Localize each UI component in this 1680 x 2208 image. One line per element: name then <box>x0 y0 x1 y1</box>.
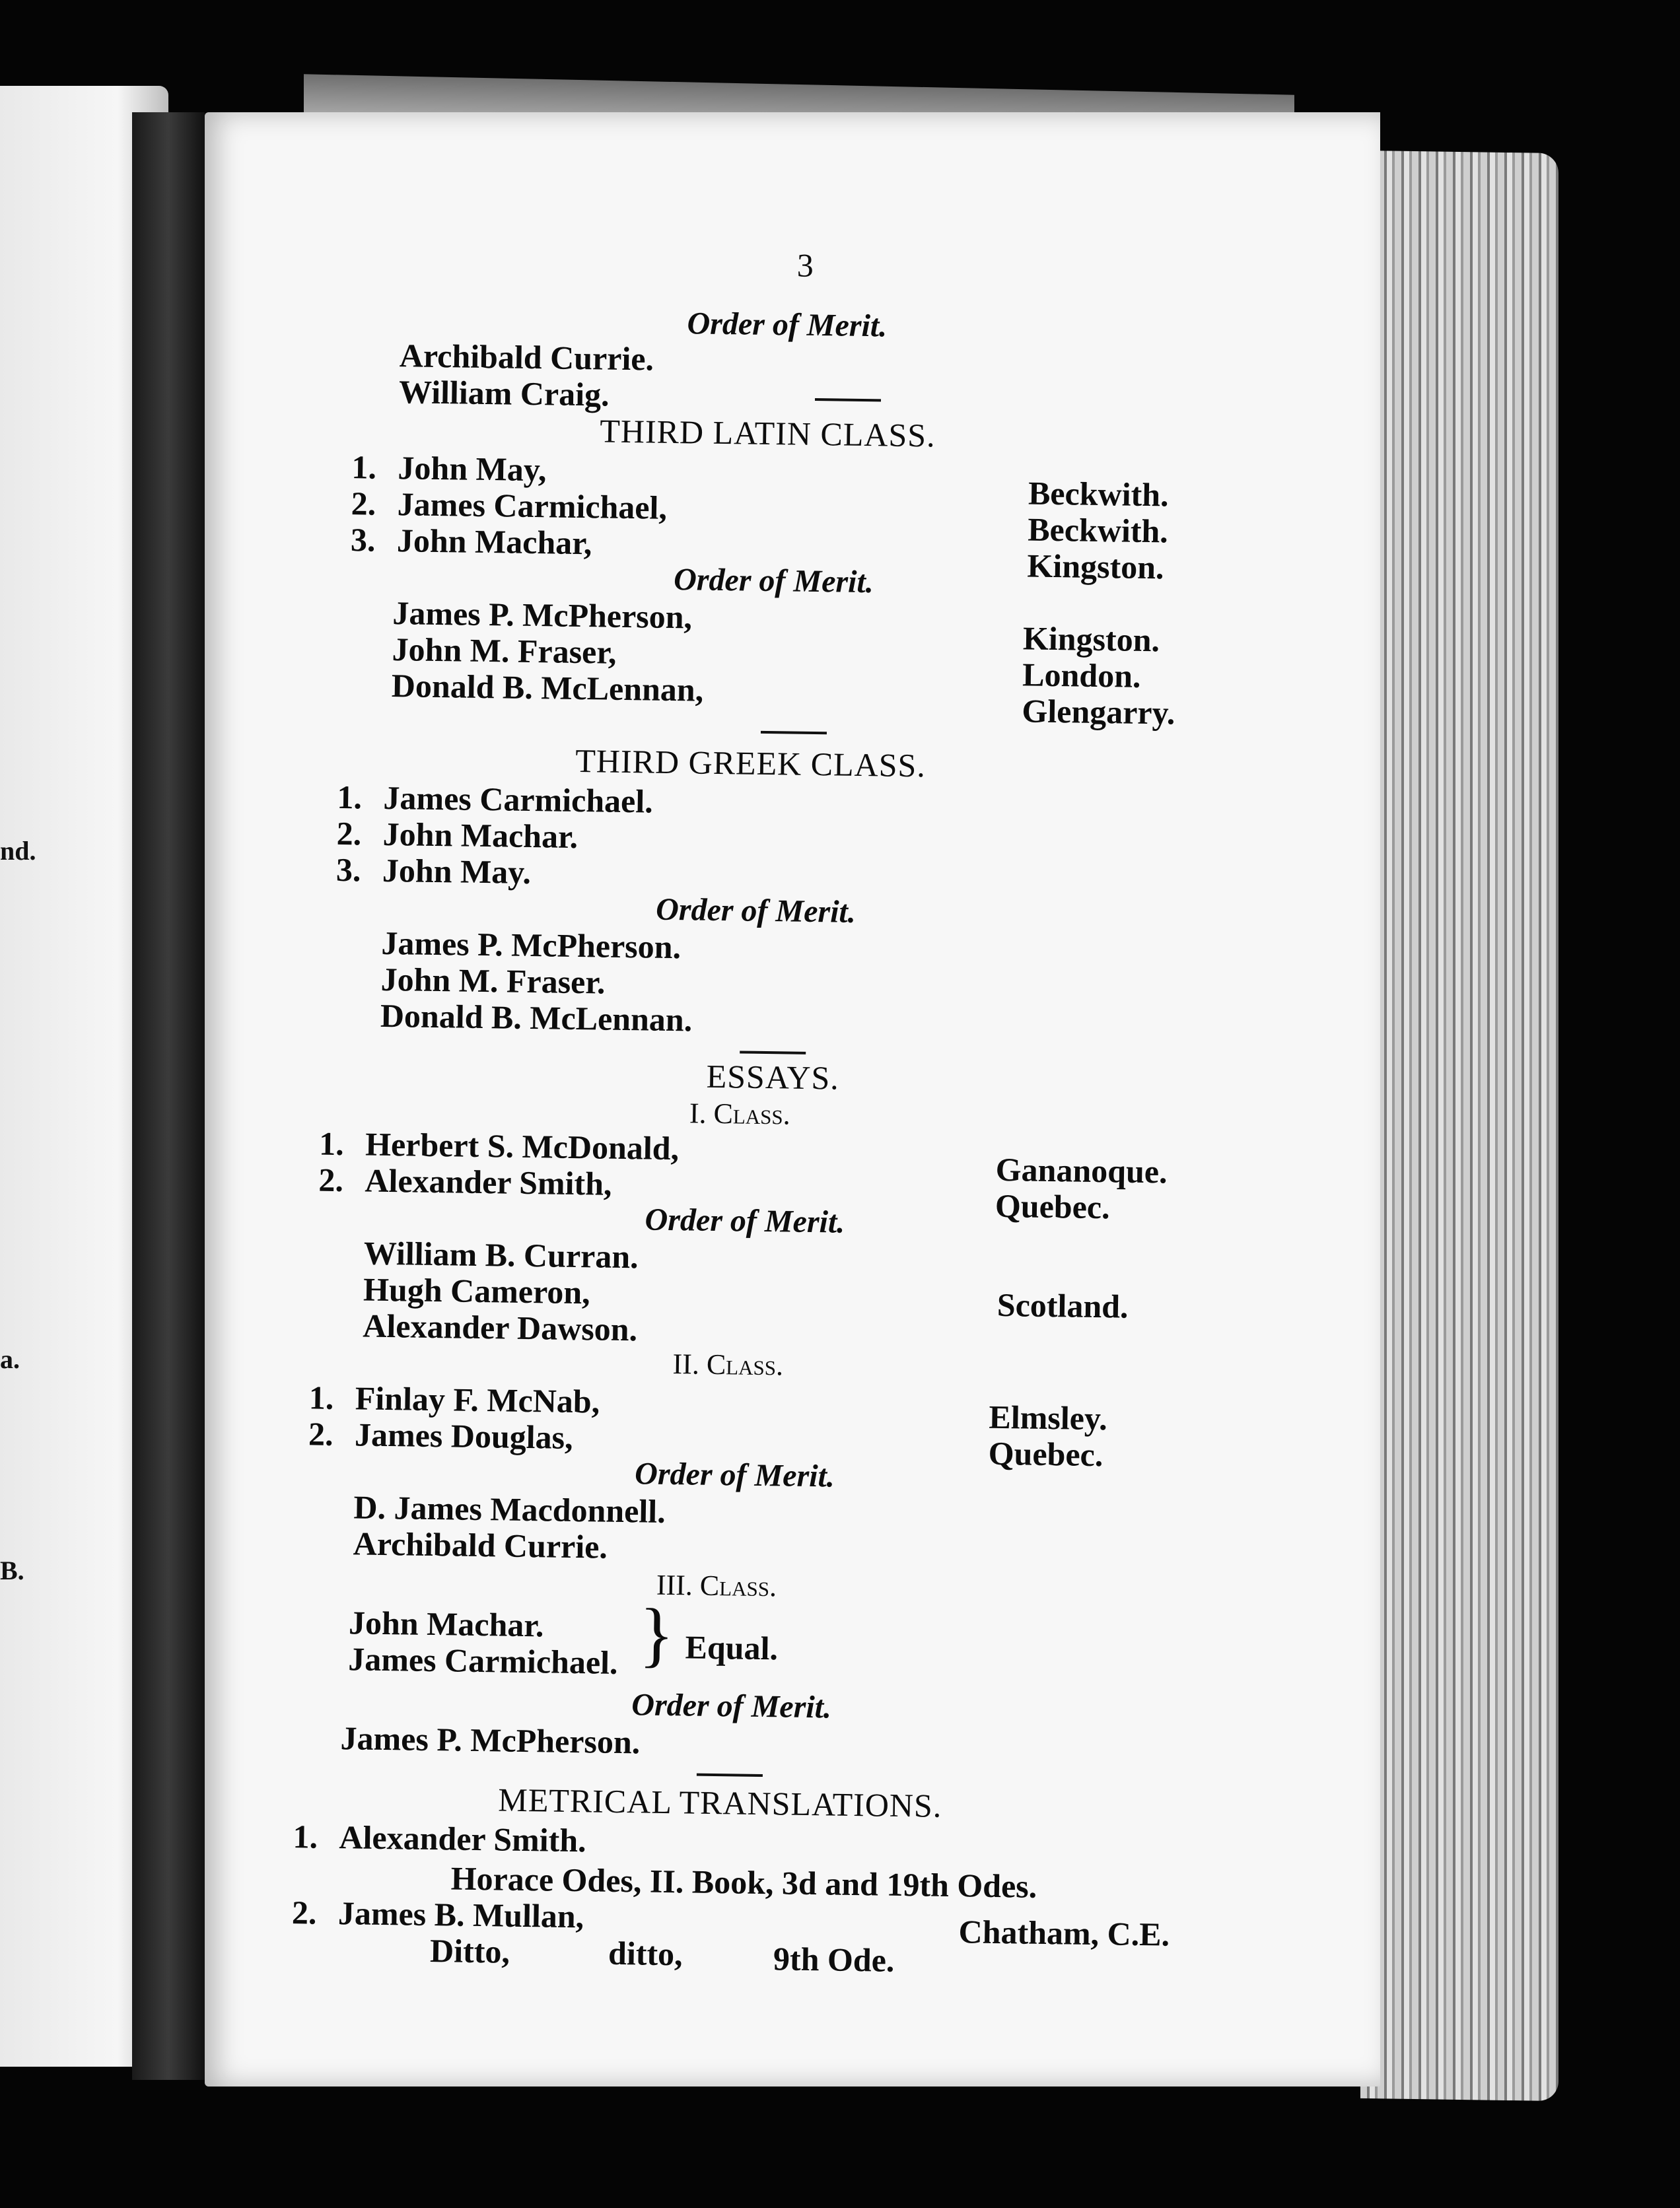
ranked-name: James Carmichael. <box>383 778 654 820</box>
ranked-name: Finlay F. McNab, <box>355 1379 600 1420</box>
rank-number: 2. <box>336 814 362 852</box>
section-title-essays: ESSAYS. <box>706 1057 840 1097</box>
ranked-name: John Machar. <box>382 815 578 855</box>
place-name: Chatham, C.E. <box>958 1913 1170 1953</box>
section-rule <box>761 731 827 734</box>
rank-number: 1. <box>337 778 363 816</box>
section-title-metrical: METRICAL TRANSLATIONS. <box>497 1781 942 1824</box>
merit-name: John M. Fraser, <box>392 631 617 671</box>
facing-page-fragment: B. <box>0 1556 24 1585</box>
rank-number: 2. <box>291 1894 317 1931</box>
equal-name: John Machar. <box>348 1604 544 1644</box>
order-of-merit-label: Order of Merit. <box>687 306 888 344</box>
ranked-name: John May, <box>398 449 547 489</box>
facing-page-fragment: nd. <box>0 836 36 866</box>
section-rule <box>740 1051 806 1054</box>
rank-number: 2. <box>308 1415 333 1453</box>
section-title-third-latin: THIRD LATIN CLASS. <box>599 412 936 454</box>
section-rule <box>815 398 881 401</box>
place-name: Quebec. <box>988 1434 1103 1474</box>
merit-name: James P. McPherson. <box>340 1719 641 1761</box>
section-title-third-greek: THIRD GREEK CLASS. <box>575 742 927 784</box>
place-name: Elmsley. <box>989 1398 1108 1437</box>
equal-label: Equal. <box>685 1628 779 1667</box>
merit-name: Hugh Cameron, <box>363 1270 591 1311</box>
rank-number: 2. <box>351 485 376 522</box>
merit-name: Donald B. McLennan, <box>391 667 704 708</box>
facing-page-fragment: a. <box>0 1344 20 1374</box>
ranked-name: James Douglas, <box>354 1416 574 1456</box>
brace-symbol: } <box>639 1593 675 1675</box>
place-name: Glengarry. <box>1022 692 1175 732</box>
merit-name: D. James Macdonnell. <box>353 1488 666 1530</box>
rank-number: 1. <box>351 448 377 486</box>
class-label: I. Class. <box>689 1097 791 1131</box>
rank-number: 1. <box>318 1124 345 1163</box>
page-edges <box>1360 151 1558 2101</box>
place-name: Quebec. <box>995 1187 1110 1226</box>
place-name: Kingston. <box>1027 547 1164 586</box>
translation-detail: 9th Ode. <box>773 1940 895 1979</box>
equal-name: James Carmichael. <box>347 1640 618 1681</box>
merit-name: William B. Curran. <box>363 1234 639 1276</box>
merit-name: James P. McPherson, <box>392 594 693 636</box>
page-number: 3 <box>796 246 815 284</box>
merit-name: Archibald Currie. <box>399 337 654 378</box>
place-name: Beckwith. <box>1028 474 1169 514</box>
place-name: Beckwith. <box>1027 510 1169 550</box>
rank-number: 3. <box>350 521 376 559</box>
merit-name: John M. Fraser. <box>380 960 606 1001</box>
rank-number: 1. <box>308 1379 334 1416</box>
merit-name: Donald B. McLennan. <box>380 996 693 1039</box>
place-name: Scotland. <box>997 1286 1129 1325</box>
page-content <box>177 112 1380 2103</box>
ranked-name: Herbert S. McDonald, <box>365 1125 680 1167</box>
order-of-merit-label: Order of Merit. <box>645 1202 845 1240</box>
rank-number: 2. <box>318 1161 344 1199</box>
order-of-merit-label: Order of Merit. <box>655 891 857 930</box>
merit-name: Archibald Currie. <box>353 1525 608 1566</box>
rank-number: 3. <box>335 850 361 889</box>
ranked-name: John May. <box>382 851 532 891</box>
order-of-merit-label: Order of Merit. <box>631 1687 832 1725</box>
ranked-name: John Machar, <box>396 522 592 562</box>
merit-name: William Craig. <box>398 373 610 413</box>
translation-detail: Horace Odes, II. Book, 3d and 19th Odes. <box>450 1859 1037 1905</box>
class-label: III. Class. <box>656 1568 777 1603</box>
book-page <box>205 112 1380 2087</box>
section-rule <box>697 1774 763 1777</box>
ranked-name: Alexander Smith. <box>339 1818 587 1859</box>
ditto-mark: ditto, <box>608 1934 683 1973</box>
place-name: Gananoque. <box>995 1150 1168 1190</box>
ranked-name: James B. Mullan, <box>337 1894 584 1935</box>
place-name: Kingston. <box>1022 619 1160 659</box>
order-of-merit-label: Order of Merit. <box>634 1456 835 1494</box>
class-label: II. Class. <box>672 1348 784 1382</box>
merit-name: James P. McPherson. <box>381 924 682 966</box>
rank-number: 1. <box>293 1818 318 1855</box>
ranked-name: Alexander Smith, <box>365 1161 612 1202</box>
merit-name: Alexander Dawson. <box>362 1307 638 1348</box>
ditto-mark: Ditto, <box>429 1932 510 1970</box>
place-name: London. <box>1022 656 1141 695</box>
order-of-merit-label: Order of Merit. <box>673 561 874 600</box>
ranked-name: James Carmichael, <box>397 485 668 526</box>
